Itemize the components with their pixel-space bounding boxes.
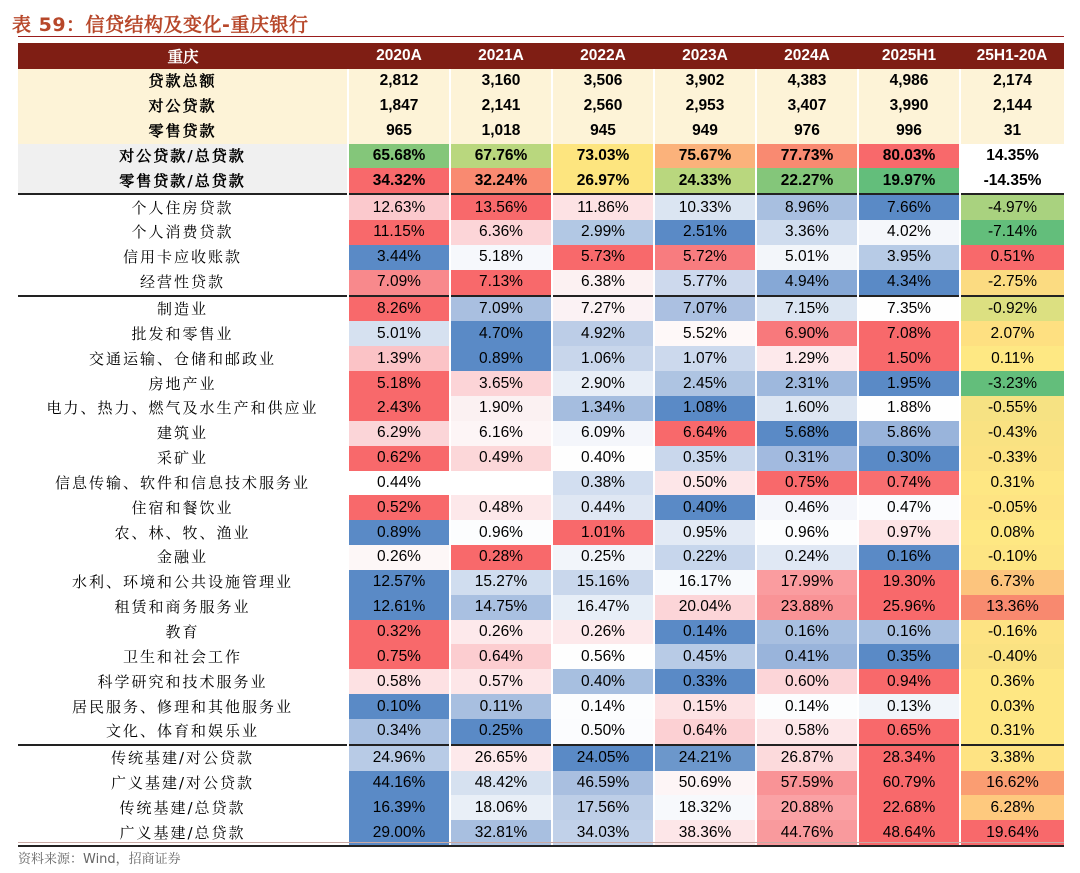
value-cell: 0.45% — [654, 644, 756, 669]
table-row — [18, 94, 1064, 119]
value-cell: 0.16% — [756, 620, 858, 645]
value-cell: 945 — [552, 119, 654, 144]
value-cell: 19.97% — [858, 168, 960, 194]
row-label: 零售贷款/总贷款 — [18, 168, 348, 194]
value-cell: 28.34% — [858, 745, 960, 771]
row-label: 制造业 — [18, 296, 348, 322]
row-label: 交通运输、仓储和邮政业 — [88, 349, 276, 368]
value-cell: 3.38% — [960, 745, 1064, 771]
value-cell: 0.96% — [756, 520, 858, 545]
value-cell: 0.94% — [858, 669, 960, 694]
value-cell: 26.97% — [552, 168, 654, 194]
value-cell: 0.32% — [348, 620, 450, 645]
value-cell: -2.75% — [960, 270, 1064, 296]
value-cell: 23.88% — [756, 595, 858, 620]
value-cell: 0.51% — [960, 245, 1064, 270]
header-cell-2022a: 2022A — [552, 43, 654, 69]
value-cell: 15.27% — [450, 570, 552, 595]
row-label: 批发和零售业 — [131, 324, 234, 343]
value-cell: 22.68% — [858, 795, 960, 820]
value-cell: 17.99% — [756, 570, 858, 595]
value-cell: -3.23% — [960, 371, 1064, 396]
value-cell: 0.26% — [450, 620, 552, 645]
row-label: 零售贷款 — [18, 119, 348, 144]
value-cell: 7.13% — [450, 270, 552, 296]
value-cell: 16.62% — [960, 771, 1064, 796]
value-cell: 4.94% — [756, 270, 858, 296]
value-cell: 0.15% — [654, 694, 756, 719]
value-cell: 6.73% — [960, 570, 1064, 595]
value-cell: 7.08% — [858, 321, 960, 346]
header-cell-bank: 重庆 — [18, 43, 348, 69]
header-cell-2023a: 2023A — [654, 43, 756, 69]
value-cell: 7.09% — [348, 270, 450, 296]
header-cell-2025h1: 2025H1 — [858, 43, 960, 69]
value-cell: 25.96% — [858, 595, 960, 620]
value-cell: 0.49% — [450, 446, 552, 471]
value-cell: 0.11% — [960, 346, 1064, 371]
row-label: 广义基建/总贷款 — [18, 820, 348, 846]
value-cell: 14.35% — [960, 144, 1064, 169]
value-cell: 4.02% — [858, 220, 960, 245]
value-cell: 1.88% — [858, 396, 960, 421]
value-cell: -0.33% — [960, 446, 1064, 471]
row-label: 租赁和商务服务业 — [114, 598, 251, 617]
table-row — [18, 421, 1064, 446]
value-cell: 34.32% — [348, 168, 450, 194]
value-cell: 5.68% — [756, 421, 858, 446]
value-cell: 6.16% — [450, 421, 552, 446]
value-cell: 3,990 — [858, 94, 960, 119]
value-cell: 50.69% — [654, 771, 756, 796]
value-cell: 65.68% — [348, 144, 450, 169]
value-cell: 0.14% — [654, 620, 756, 645]
value-cell: 2.51% — [654, 220, 756, 245]
value-cell: 2.31% — [756, 371, 858, 396]
value-cell: 949 — [654, 119, 756, 144]
table-body — [18, 69, 1064, 846]
value-cell: 5.52% — [654, 321, 756, 346]
row-label: 卫生和社会工作 — [122, 647, 242, 666]
value-cell: 0.34% — [348, 719, 450, 745]
value-cell: 1.29% — [756, 346, 858, 371]
value-cell: 1.01% — [552, 520, 654, 545]
value-cell: 1.95% — [858, 371, 960, 396]
row-label: 对公贷款 — [18, 94, 348, 119]
value-cell: 0.58% — [348, 669, 450, 694]
value-cell: 18.06% — [450, 795, 552, 820]
value-cell: 12.61% — [348, 595, 450, 620]
value-cell: 31 — [960, 119, 1064, 144]
row-label: 建筑业 — [156, 424, 208, 443]
row-label: 文化、体育和娱乐业 — [105, 722, 259, 741]
value-cell: 22.27% — [756, 168, 858, 194]
value-cell: 0.58% — [756, 719, 858, 745]
value-cell: 7.07% — [654, 296, 756, 322]
table-row — [18, 745, 1064, 771]
value-cell: 0.10% — [348, 694, 450, 719]
value-cell: 0.57% — [450, 669, 552, 694]
value-cell: 3,407 — [756, 94, 858, 119]
value-cell: 73.03% — [552, 144, 654, 169]
value-cell: 0.36% — [960, 669, 1064, 694]
row-label: 贷款总额 — [18, 69, 348, 94]
value-cell: 0.30% — [858, 446, 960, 471]
value-cell: -0.10% — [960, 545, 1064, 570]
table-row — [18, 795, 1064, 820]
value-cell: 14.75% — [450, 595, 552, 620]
value-cell: -0.92% — [960, 296, 1064, 322]
value-cell: 2,174 — [960, 69, 1064, 94]
row-label: 农、林、牧、渔业 — [114, 523, 251, 542]
value-cell: 0.14% — [756, 694, 858, 719]
table-row — [18, 220, 1064, 245]
value-cell: 0.96% — [450, 520, 552, 545]
value-cell: 1.39% — [348, 346, 450, 371]
value-cell: 0.40% — [552, 669, 654, 694]
table-row — [18, 719, 1064, 745]
value-cell: 2.07% — [960, 321, 1064, 346]
value-cell: 0.25% — [450, 719, 552, 745]
value-cell: 5.73% — [552, 245, 654, 270]
value-cell: 7.27% — [552, 296, 654, 322]
value-cell: 5.01% — [348, 321, 450, 346]
table-row — [18, 595, 1064, 620]
value-cell: 2.99% — [552, 220, 654, 245]
value-cell: 0.52% — [348, 495, 450, 520]
value-cell: 57.59% — [756, 771, 858, 796]
value-cell: 48.42% — [450, 771, 552, 796]
row-label: 对公贷款/总贷款 — [18, 144, 348, 169]
value-cell: 15.16% — [552, 570, 654, 595]
value-cell: 11.15% — [348, 220, 450, 245]
value-cell: 38.36% — [654, 820, 756, 846]
value-cell: 0.44% — [348, 471, 450, 496]
value-cell: 44.76% — [756, 820, 858, 846]
table-row — [18, 771, 1064, 796]
value-cell: 0.62% — [348, 446, 450, 471]
row-label: 信息传输、软件和信息技术服务业 — [54, 473, 310, 492]
value-cell: 0.65% — [858, 719, 960, 745]
value-cell: 7.15% — [756, 296, 858, 322]
row-label: 采矿业 — [156, 449, 208, 468]
table-row — [18, 245, 1064, 270]
value-cell: -4.97% — [960, 194, 1064, 220]
value-cell: 0.64% — [654, 719, 756, 745]
value-cell: 1.07% — [654, 346, 756, 371]
value-cell: 46.59% — [552, 771, 654, 796]
value-cell: 77.73% — [756, 144, 858, 169]
value-cell: 1.60% — [756, 396, 858, 421]
value-cell: 19.64% — [960, 820, 1064, 846]
table-row — [18, 119, 1064, 144]
value-cell: 16.47% — [552, 595, 654, 620]
value-cell: 2,812 — [348, 69, 450, 94]
value-cell: 5.01% — [756, 245, 858, 270]
table-row — [18, 346, 1064, 371]
value-cell: 13.56% — [450, 194, 552, 220]
value-cell: 0.03% — [960, 694, 1064, 719]
value-cell: 0.48% — [450, 495, 552, 520]
value-cell: 5.86% — [858, 421, 960, 446]
header-cell-2020a: 2020A — [348, 43, 450, 69]
value-cell: 0.44% — [552, 495, 654, 520]
table-row — [18, 296, 1064, 322]
value-cell: 976 — [756, 119, 858, 144]
table-row — [18, 495, 1064, 520]
value-cell: 2.90% — [552, 371, 654, 396]
value-cell: 0.35% — [858, 644, 960, 669]
value-cell: 4.92% — [552, 321, 654, 346]
value-cell: 1.90% — [450, 396, 552, 421]
value-cell: 12.57% — [348, 570, 450, 595]
value-cell: 3.65% — [450, 371, 552, 396]
row-label: 教育 — [165, 622, 200, 641]
value-cell: 8.26% — [348, 296, 450, 322]
value-cell: 6.38% — [552, 270, 654, 296]
value-cell: 4,383 — [756, 69, 858, 94]
value-cell: 75.67% — [654, 144, 756, 169]
table-row — [18, 194, 1064, 220]
value-cell: 18.32% — [654, 795, 756, 820]
value-cell: 0.22% — [654, 545, 756, 570]
value-cell: 16.39% — [348, 795, 450, 820]
value-cell: 965 — [348, 119, 450, 144]
value-cell: 6.29% — [348, 421, 450, 446]
title-divider — [18, 36, 1064, 37]
value-cell: 32.81% — [450, 820, 552, 846]
value-cell: 26.65% — [450, 745, 552, 771]
table-row — [18, 371, 1064, 396]
value-cell: 6.36% — [450, 220, 552, 245]
header-row — [18, 43, 1064, 69]
value-cell: 16.17% — [654, 570, 756, 595]
value-cell: 8.96% — [756, 194, 858, 220]
value-cell: 2,560 — [552, 94, 654, 119]
table-row — [18, 168, 1064, 194]
value-cell: 4.34% — [858, 270, 960, 296]
value-cell: 3.36% — [756, 220, 858, 245]
value-cell: 0.97% — [858, 520, 960, 545]
value-cell: 0.35% — [654, 446, 756, 471]
value-cell: 2,144 — [960, 94, 1064, 119]
row-label: 住宿和餐饮业 — [131, 498, 234, 517]
row-label: 居民服务、修理和其他服务业 — [71, 697, 293, 716]
value-cell: 0.31% — [960, 471, 1064, 496]
value-cell: 0.64% — [450, 644, 552, 669]
value-cell: 10.33% — [654, 194, 756, 220]
value-cell: 0.24% — [756, 545, 858, 570]
row-label: 经营性贷款 — [139, 273, 225, 292]
row-label: 水利、环境和公共设施管理业 — [71, 573, 293, 592]
row-label: 传统基建/总贷款 — [119, 798, 246, 817]
value-cell: 5.18% — [450, 245, 552, 270]
row-label: 个人住房贷款 — [18, 194, 348, 220]
value-cell: 24.33% — [654, 168, 756, 194]
value-cell: 0.25% — [552, 545, 654, 570]
value-cell: -0.16% — [960, 620, 1064, 645]
row-label: 个人消费贷款 — [131, 223, 234, 242]
table-row — [18, 270, 1064, 296]
value-cell: 19.30% — [858, 570, 960, 595]
value-cell: 0.89% — [348, 520, 450, 545]
value-cell: 0.31% — [960, 719, 1064, 745]
value-cell: 7.66% — [858, 194, 960, 220]
value-cell: 0.50% — [654, 471, 756, 496]
value-cell: -7.14% — [960, 220, 1064, 245]
row-label: 广义基建/对公贷款 — [110, 774, 255, 793]
value-cell: 6.28% — [960, 795, 1064, 820]
source-divider — [18, 842, 1064, 843]
value-cell: 20.88% — [756, 795, 858, 820]
value-cell: 60.79% — [858, 771, 960, 796]
value-cell: 0.50% — [552, 719, 654, 745]
value-cell: 1,018 — [450, 119, 552, 144]
value-cell: 24.21% — [654, 745, 756, 771]
value-cell: 0.40% — [552, 446, 654, 471]
value-cell: 3.44% — [348, 245, 450, 270]
value-cell: 0.47% — [858, 495, 960, 520]
value-cell: 5.18% — [348, 371, 450, 396]
value-cell: 0.13% — [858, 694, 960, 719]
row-label: 房地产业 — [148, 374, 217, 393]
table-row — [18, 69, 1064, 94]
table-row — [18, 520, 1064, 545]
value-cell: 0.28% — [450, 545, 552, 570]
value-cell: 0.40% — [654, 495, 756, 520]
value-cell: 0.26% — [552, 620, 654, 645]
table-row — [18, 545, 1064, 570]
value-cell: 0.60% — [756, 669, 858, 694]
table-row — [18, 446, 1064, 471]
value-cell: 6.09% — [552, 421, 654, 446]
value-cell: 1.50% — [858, 346, 960, 371]
value-cell: 12.63% — [348, 194, 450, 220]
value-cell: 2.43% — [348, 396, 450, 421]
value-cell — [450, 471, 552, 496]
header-cell-2021a: 2021A — [450, 43, 552, 69]
table-title: 表 59：信贷结构及变化-重庆银行 — [12, 14, 309, 36]
source-note: 资料来源：Wind，招商证券 — [18, 852, 181, 867]
header-cell-change: 25H1-20A — [960, 43, 1064, 69]
row-label: 传统基建/对公贷款 — [18, 745, 348, 771]
table-row — [18, 396, 1064, 421]
value-cell: 0.95% — [654, 520, 756, 545]
table-row — [18, 471, 1064, 496]
value-cell: 2,141 — [450, 94, 552, 119]
value-cell: 26.87% — [756, 745, 858, 771]
value-cell: 0.75% — [756, 471, 858, 496]
header-cell-2024a: 2024A — [756, 43, 858, 69]
value-cell: 0.46% — [756, 495, 858, 520]
table-row — [18, 570, 1064, 595]
value-cell: 0.11% — [450, 694, 552, 719]
value-cell: -0.40% — [960, 644, 1064, 669]
value-cell: 7.09% — [450, 296, 552, 322]
value-cell: 0.08% — [960, 520, 1064, 545]
value-cell: 3.95% — [858, 245, 960, 270]
value-cell: 29.00% — [348, 820, 450, 846]
value-cell: 1.06% — [552, 346, 654, 371]
row-label: 电力、热力、燃气及水生产和供应业 — [46, 399, 319, 418]
row-label: 信用卡应收账款 — [122, 248, 242, 267]
value-cell: 0.16% — [858, 620, 960, 645]
value-cell: 24.96% — [348, 745, 450, 771]
value-cell: 17.56% — [552, 795, 654, 820]
value-cell: 4.70% — [450, 321, 552, 346]
value-cell: 0.56% — [552, 644, 654, 669]
value-cell: 44.16% — [348, 771, 450, 796]
row-label: 科学研究和技术服务业 — [97, 672, 268, 691]
value-cell: 2.45% — [654, 371, 756, 396]
value-cell: 1,847 — [348, 94, 450, 119]
value-cell: 996 — [858, 119, 960, 144]
value-cell: 0.16% — [858, 545, 960, 570]
table-row — [18, 620, 1064, 645]
value-cell: 34.03% — [552, 820, 654, 846]
value-cell: 80.03% — [858, 144, 960, 169]
value-cell: 0.41% — [756, 644, 858, 669]
value-cell: -0.05% — [960, 495, 1064, 520]
value-cell: 3,160 — [450, 69, 552, 94]
value-cell: 6.64% — [654, 421, 756, 446]
value-cell: 1.34% — [552, 396, 654, 421]
value-cell: 7.35% — [858, 296, 960, 322]
row-label: 金融业 — [156, 548, 208, 567]
table-row — [18, 144, 1064, 169]
value-cell: 4,986 — [858, 69, 960, 94]
table-row — [18, 321, 1064, 346]
value-cell: 3,902 — [654, 69, 756, 94]
value-cell: 20.04% — [654, 595, 756, 620]
value-cell: 0.31% — [756, 446, 858, 471]
value-cell: 48.64% — [858, 820, 960, 846]
table-row — [18, 644, 1064, 669]
value-cell: -0.55% — [960, 396, 1064, 421]
value-cell: 32.24% — [450, 168, 552, 194]
value-cell: 2,953 — [654, 94, 756, 119]
value-cell: 6.90% — [756, 321, 858, 346]
value-cell: 0.74% — [858, 471, 960, 496]
value-cell: 0.89% — [450, 346, 552, 371]
value-cell: 5.77% — [654, 270, 756, 296]
table-row — [18, 669, 1064, 694]
value-cell: 67.76% — [450, 144, 552, 169]
value-cell: 3,506 — [552, 69, 654, 94]
value-cell: -14.35% — [960, 168, 1064, 194]
credit-structure-table — [18, 43, 1064, 847]
value-cell: -0.43% — [960, 421, 1064, 446]
value-cell: 1.08% — [654, 396, 756, 421]
value-cell: 13.36% — [960, 595, 1064, 620]
table-row — [18, 694, 1064, 719]
value-cell: 0.26% — [348, 545, 450, 570]
value-cell: 0.75% — [348, 644, 450, 669]
value-cell: 0.38% — [552, 471, 654, 496]
value-cell: 0.33% — [654, 669, 756, 694]
value-cell: 0.14% — [552, 694, 654, 719]
value-cell: 11.86% — [552, 194, 654, 220]
value-cell: 24.05% — [552, 745, 654, 771]
value-cell: 5.72% — [654, 245, 756, 270]
